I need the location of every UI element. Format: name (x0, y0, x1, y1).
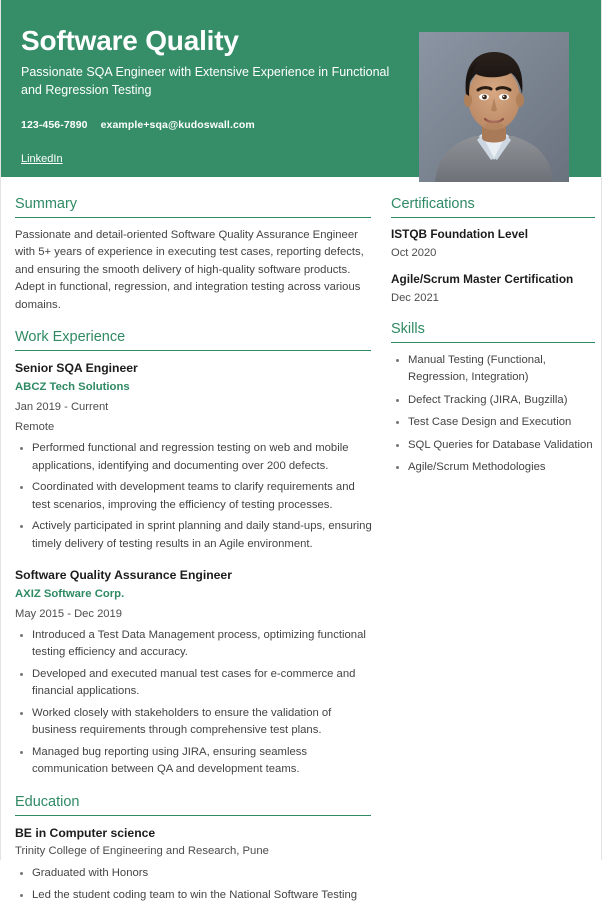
avatar (419, 32, 569, 182)
work-experience-divider (15, 350, 371, 351)
certifications-heading: Certifications (391, 196, 475, 212)
contact-row (21, 119, 406, 131)
work-experience-item (15, 567, 373, 779)
job-bullets (15, 627, 373, 779)
skills-list (391, 352, 595, 477)
education-degree: BE in Computer science (15, 825, 156, 840)
education-bullet: Graduated with Honors (15, 865, 373, 883)
skill-item: Agile/Scrum Methodologies (391, 459, 595, 477)
right-column (391, 195, 595, 918)
section-work-experience (15, 328, 373, 779)
section-certifications (391, 195, 595, 306)
certification-date: Oct 2020 (391, 246, 437, 259)
linkedin-link[interactable]: LinkedIn (21, 153, 63, 166)
job-company: AXIZ Software Corp. (15, 587, 125, 600)
skill-item: Manual Testing (Functional, Regression, Integration) (391, 352, 595, 387)
resume-header (1, 0, 601, 177)
certification-name: Agile/Scrum Master Certification (391, 271, 574, 286)
job-bullet: Performed functional and regression testing on web and mobile applications, identifying and documenting over 200 defects. (15, 440, 373, 475)
certification-name: ISTQB Foundation Level (391, 226, 528, 241)
job-bullet: Actively participated in sprint planning and daily stand-ups, ensuring timely delivery of testing results in an Agile environment. (15, 518, 373, 553)
skills-divider (391, 342, 595, 343)
header-text-block (21, 22, 406, 167)
page-title: Software Quality (21, 25, 239, 56)
education-heading: Education (15, 793, 80, 810)
job-bullet: Worked closely with stakeholders to ensure the validation of business requirements through comprehensive test plans. (15, 705, 373, 740)
education-bullet: Led the student coding team to win the National Software Testing (15, 887, 373, 905)
job-dates: May 2015 - Dec 2019 (15, 607, 122, 620)
job-bullet: Managed bug reporting using JIRA, ensuring seamless communication between QA and development teams. (15, 744, 373, 779)
summary-heading: Summary (15, 196, 78, 212)
job-bullet: Developed and executed manual test cases for e-commerce and financial applications. (15, 666, 373, 701)
job-company: ABCZ Tech Solutions (15, 380, 130, 393)
job-dates: Jan 2019 - Current (15, 400, 109, 413)
certification-date: Dec 2021 (391, 291, 439, 304)
job-bullets (15, 440, 373, 553)
skill-item: SQL Queries for Database Validation (391, 437, 595, 455)
contact-phone[interactable]: 123-456-7890 (21, 119, 88, 132)
work-experience-item (15, 360, 373, 553)
skill-item: Defect Tracking (JIRA, Bugzilla) (391, 392, 595, 410)
section-education (15, 793, 373, 904)
certifications-divider (391, 217, 595, 218)
section-skills (391, 320, 595, 477)
education-bullets (15, 865, 373, 904)
summary-text: Passionate and detail-oriented Software Quality Assurance Engineer with 5+ years of experience in executing test cases, reporting defects, and ensuring the smooth delivery of high-quality software products. Adept in functional, regression, and integration testing across various domains. (15, 228, 364, 311)
certification-item (391, 227, 595, 261)
job-bullet: Coordinated with development teams to clarify requirements and test scenarios, improving the efficiency of testing processes. (15, 479, 373, 514)
skills-heading: Skills (391, 320, 425, 337)
left-column (15, 195, 373, 918)
skill-item: Test Case Design and Execution (391, 414, 595, 432)
work-experience-heading: Work Experience (15, 329, 126, 346)
contact-email[interactable]: example+sqa@kudoswall.com (100, 119, 255, 132)
job-title: Software Quality Assurance Engineer (15, 568, 232, 583)
section-summary (15, 195, 373, 314)
certification-item (391, 272, 595, 306)
links-row (21, 149, 406, 167)
education-divider (15, 815, 371, 816)
resume-body (1, 177, 601, 918)
job-title: Senior SQA Engineer (15, 361, 138, 376)
header-tagline: Passionate SQA Engineer with Extensive Experience in Functional and Regression Testing (21, 64, 390, 97)
education-school: Trinity College of Engineering and Research, Pune (15, 845, 269, 858)
job-location: Remote (15, 421, 55, 434)
summary-divider (15, 217, 371, 218)
job-bullet: Introduced a Test Data Management process, optimizing functional testing efficiency and accuracy. (15, 627, 373, 662)
